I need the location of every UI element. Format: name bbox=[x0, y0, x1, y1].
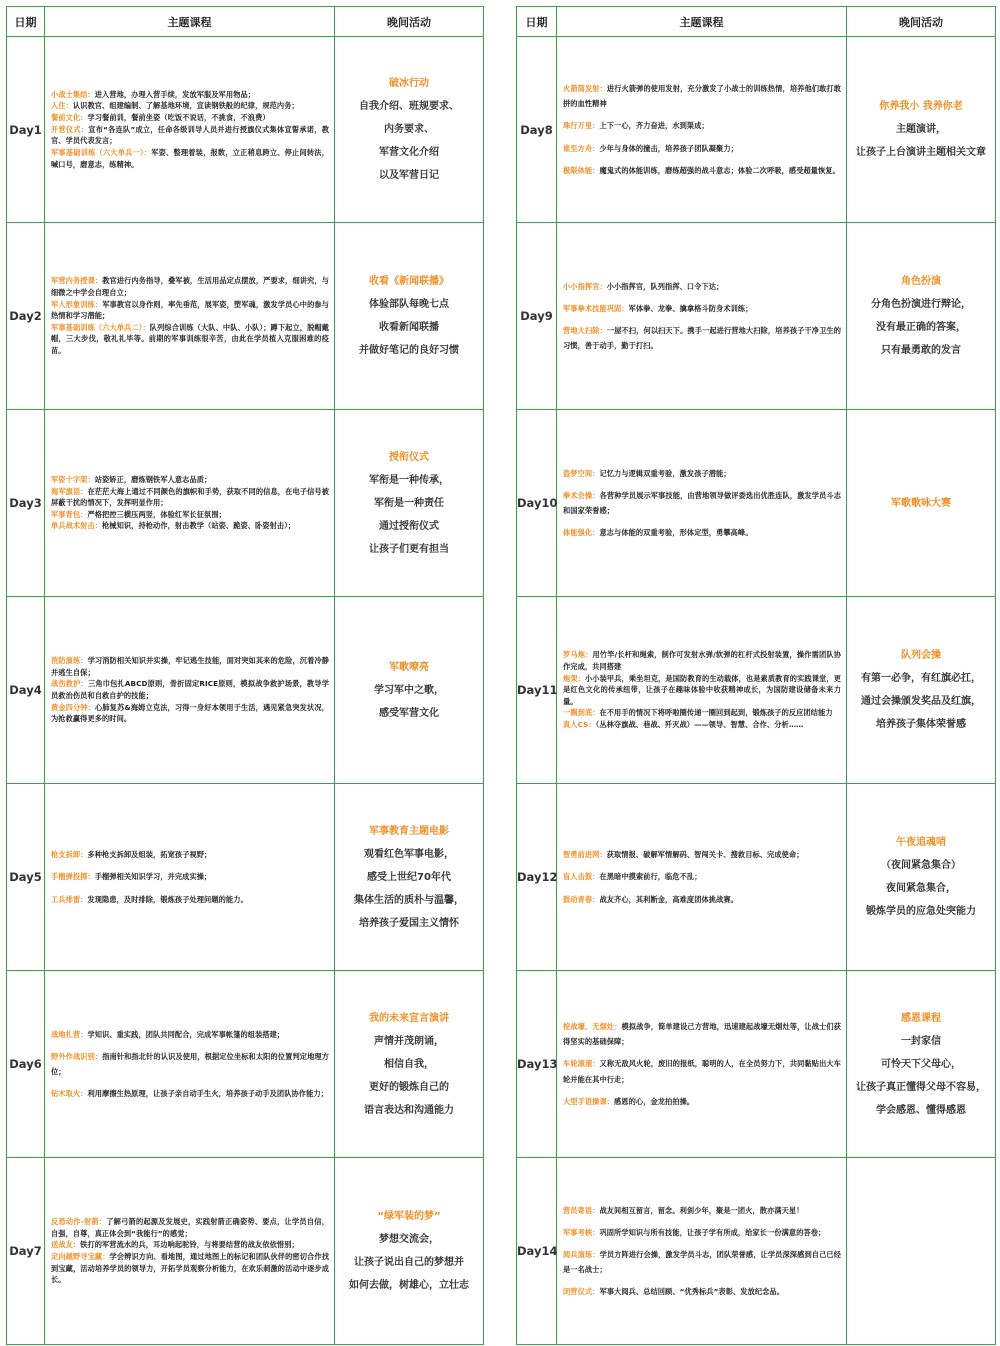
course-item-title: 鼓动青春： bbox=[563, 894, 600, 904]
course-item bbox=[563, 673, 841, 708]
course-item-title: 消防演练： bbox=[51, 656, 88, 666]
course-item-title: 海军旗语： bbox=[51, 486, 88, 496]
schedule-row bbox=[7, 971, 484, 1158]
course-item-title: 定向越野寻宝藏： bbox=[51, 1252, 110, 1261]
course-cell bbox=[557, 597, 847, 784]
course-item-desc: 记忆力与逻辑双重考验，激发孩子潜能； bbox=[599, 468, 731, 478]
course-item bbox=[563, 869, 841, 884]
activity-title: 队列会操 bbox=[901, 650, 941, 661]
course-item-title: 小小指挥官： bbox=[563, 281, 607, 291]
day-label: Day2 bbox=[7, 223, 45, 410]
day-label: Day14 bbox=[517, 1158, 557, 1345]
course-item bbox=[51, 1239, 329, 1251]
course-item-desc: 军事教官以身作则，率先垂范，展军姿，塑军魂，激发学员心中的参与热情和学习潜能； bbox=[51, 299, 329, 321]
course-item-title: 军营内务授课： bbox=[51, 276, 103, 286]
course-item-title: 送战友： bbox=[51, 1240, 81, 1250]
schedule-row bbox=[7, 784, 484, 971]
course-cell bbox=[45, 784, 335, 971]
course-item-title: 闭营仪式： bbox=[563, 1287, 600, 1297]
course-item-desc: 进入营地，办理入营手续，发放军服及军用物品； bbox=[94, 89, 256, 99]
activity-title: 破冰行动 bbox=[389, 78, 429, 89]
course-item-desc: 手榴弹相关知识学习，并完成实操； bbox=[94, 872, 212, 882]
course-item-title: 军事背包： bbox=[51, 509, 88, 519]
course-item-desc: 学知识、重实践，团队共同配合，完成军事帐篷的组装搭建； bbox=[87, 1029, 285, 1039]
course-item-desc: 教官进行内务指导，叠军被，生活用品定点摆放，严要求，细讲究，与细微之中学会自理自立； bbox=[51, 276, 329, 297]
activity-title: 角色扮演 bbox=[901, 276, 941, 287]
course-item-desc: 铁打的军营流水的兵，耳边响起驼铃，与将要结营的战友依依惜别； bbox=[80, 1240, 299, 1250]
course-item bbox=[51, 89, 329, 101]
course-item-desc: 严格把控三横压两竖，体验红军长征氛围； bbox=[87, 509, 226, 519]
activity-line: 观看红色军事电影， bbox=[364, 848, 454, 860]
course-item-title: 野外作战识别： bbox=[51, 1051, 103, 1061]
course-item-desc: 站姿矫正，磨炼钢铁军人意志品质； bbox=[94, 474, 212, 484]
activity-line: 通过授衔仪式 bbox=[379, 520, 439, 532]
course-item bbox=[563, 1225, 841, 1240]
course-item-title: 罗马炮： bbox=[563, 650, 593, 660]
activity-line: 更好的锻炼自己的 bbox=[369, 1081, 449, 1093]
course-item-title: 入住： bbox=[51, 101, 73, 111]
course-item-title: 军人形象训练： bbox=[51, 299, 103, 309]
course-item bbox=[563, 1094, 841, 1109]
course-item-desc: 学习餐前训，餐前坐姿（吃饭不说话，不挑食，不浪费） bbox=[87, 113, 270, 123]
schedule-row bbox=[517, 784, 996, 971]
course-item-desc: 指南针和指北针的认识及使用，根据定位坐标和太阳的位置判定地理方位； bbox=[51, 1051, 329, 1076]
course-item-title: 珠行万里： bbox=[563, 121, 600, 131]
course-item bbox=[563, 279, 841, 294]
course-item-title: 军事拳术技能巩固： bbox=[563, 303, 629, 313]
activity-line: 让孩子真正懂得父母不容易， bbox=[856, 1081, 986, 1093]
schedule-row bbox=[517, 410, 996, 597]
activity-line: 集体生活的质朴与温馨， bbox=[354, 894, 464, 906]
course-cell bbox=[557, 223, 847, 410]
schedule-row bbox=[517, 37, 996, 223]
course-item-title: 军姿十字架： bbox=[51, 474, 95, 484]
course-item bbox=[51, 100, 329, 112]
course-item-desc: 在黑暗中摸索前行，临危不乱； bbox=[599, 872, 702, 882]
day-label: Day12 bbox=[517, 784, 557, 971]
course-item-desc: 用竹竿/长杆和绳索，制作可发射水弹/软弹的杠杆式投射装置，操作需团队协作完成，共同搭建 bbox=[563, 650, 841, 671]
course-item bbox=[563, 141, 841, 156]
course-item-title: 营员寄语： bbox=[563, 1205, 600, 1215]
activity-line: 收看新闻联播 bbox=[379, 322, 439, 333]
schedule-table-left bbox=[6, 6, 484, 1345]
course-item-desc: 学会辨识方向、看地图，通过地图上的标记和团队伙伴的密切合作找到宝藏，活动培养学员的领导力，开拓学员观察分析能力，在欢乐刺激的活动中逐步成长。 bbox=[51, 1252, 329, 1285]
activity-line: 一封家信 bbox=[901, 1035, 941, 1047]
activity-cell bbox=[335, 223, 484, 410]
course-item bbox=[51, 869, 329, 884]
course-item-title: 战地扎营： bbox=[51, 1029, 88, 1039]
course-cell bbox=[45, 223, 335, 410]
header-course: 主题课程 bbox=[45, 7, 335, 37]
course-item bbox=[563, 1247, 841, 1277]
course-cell bbox=[557, 784, 847, 971]
course-item-desc: 利用摩擦生热原理，让孩子亲自动手生火，培养孩子动手及团队协作能力； bbox=[87, 1089, 328, 1099]
activity-cell bbox=[335, 410, 484, 597]
course-item-title: 反恐动作-射箭： bbox=[51, 1217, 107, 1227]
header-day: 日期 bbox=[517, 7, 557, 37]
course-item-title: 火箭筒发射： bbox=[563, 84, 607, 94]
course-item bbox=[51, 520, 329, 532]
activity-cell bbox=[335, 1158, 484, 1345]
course-item bbox=[563, 1056, 841, 1086]
activity-line: 主题演讲， bbox=[896, 124, 946, 135]
day-label: Day10 bbox=[517, 410, 557, 597]
course-item-desc: 了解弓箭的起源及发展史，实践射箭正确姿势、要点，让学员自信，自强，自尊，真正体会到“我能行”的感觉； bbox=[51, 1217, 329, 1238]
activity-line: 让孩子们更有担当 bbox=[369, 543, 449, 555]
course-item-desc: 队列综合训练（大队、中队、小队）；蹲下起立，脱帽戴帽，三大步伐，敬礼礼毕等。前期的军事训练很辛苦，由此在学员植入克服困难的疫苗。 bbox=[51, 322, 329, 356]
course-item-title: 战伤救护： bbox=[51, 679, 88, 689]
course-item-title: 手榴弹投掷： bbox=[51, 872, 95, 882]
course-item-desc: 枪械知识，持枪动作，射击教学（站姿、跪姿、卧姿射击）； bbox=[102, 521, 296, 531]
activity-line: 可怜天下父母心， bbox=[881, 1058, 961, 1070]
schedule-row bbox=[517, 597, 996, 784]
activity-line: 让孩子上台演讲主题相关文章 bbox=[856, 147, 986, 158]
course-item-title: 钻木取火： bbox=[51, 1089, 88, 1099]
course-item-desc: 模拟战争，简单建设己方营地，迅速建起战壕无烟灶等，让战士们获得坚实的基础保障； bbox=[563, 1022, 841, 1047]
course-item-desc: 学习消防相关知识并实操，牢记逃生技能，面对突如其来的危险，沉着冷静并逃生自保； bbox=[51, 656, 329, 677]
course-item-title: 炮架： bbox=[563, 673, 585, 683]
course-item-title: 黄金四分钟： bbox=[51, 702, 96, 712]
schedule-row bbox=[7, 597, 484, 784]
course-item-title: 军事考核： bbox=[563, 1227, 600, 1237]
course-item bbox=[563, 118, 841, 133]
course-item-desc: 少年与身体的撞击，培养孩子团队凝聚力； bbox=[599, 143, 738, 153]
activity-line: 体验部队每晚七点 bbox=[369, 299, 449, 310]
activity-cell bbox=[847, 410, 996, 597]
activity-line: 分角色扮演进行辩论， bbox=[871, 299, 971, 310]
course-item-desc: 宣布“各连队”成立，任命各级训导人员并进行授旗仪式集体宣誓承诺，教官、学员代表发言； bbox=[51, 124, 329, 146]
course-item-title: 盲人击鼓： bbox=[563, 872, 600, 882]
course-cell bbox=[45, 597, 335, 784]
course-item-title: 阅兵演练： bbox=[563, 1249, 600, 1259]
day-label: Day11 bbox=[517, 597, 557, 784]
course-item bbox=[51, 702, 329, 725]
activity-line: 并做好笔记的良好习惯 bbox=[359, 345, 459, 356]
course-item bbox=[563, 81, 841, 111]
activity-cell bbox=[847, 971, 996, 1158]
course-item bbox=[563, 1203, 841, 1218]
course-item-title: 工兵排雷： bbox=[51, 894, 88, 904]
course-item-desc: 感恩的心，金龙拍拍操。 bbox=[614, 1096, 695, 1106]
course-item-title: 拳术会操： bbox=[563, 490, 600, 500]
course-item bbox=[563, 466, 841, 481]
course-cell bbox=[45, 410, 335, 597]
schedule-row bbox=[7, 223, 484, 410]
activity-line: 通过会操颁发奖品及红旗， bbox=[861, 696, 981, 707]
course-item-desc: 心肺复苏&海姆立克法，习得一身好本领用于生活，遇见紧急突发状况，为抢救赢得更多的时间。 bbox=[51, 702, 329, 724]
activity-line: 没有最正确的答案， bbox=[876, 322, 966, 333]
activity-cell bbox=[847, 784, 996, 971]
course-item-title: 军事基础训练（六大单兵二）： bbox=[51, 322, 150, 332]
course-item-desc: 认识教官、组建编制、了解基地环境，宣读钢铁般的纪律，规范内务； bbox=[72, 101, 299, 111]
course-item bbox=[51, 847, 329, 862]
course-item-desc: 小小装甲兵，乘坐坦克，是国防教育的生动载体，也是素质教育的实践课堂，更是红色文化的传承纽带，让孩子在趣味体验中收获精神成长，为国防建设储备未来力量。 bbox=[563, 673, 841, 706]
activity-line: 声情并茂朗诵， bbox=[374, 1035, 444, 1047]
course-item-desc: 军体拳、龙拳、擒拿格斗防身术训练； bbox=[628, 303, 753, 313]
activity-line: 感受上世纪70年代 bbox=[367, 871, 451, 883]
schedule-row bbox=[517, 223, 996, 410]
schedule-row bbox=[7, 410, 484, 597]
activity-title: 军歌歌咏大赛 bbox=[891, 497, 951, 509]
course-cell bbox=[45, 971, 335, 1158]
course-item bbox=[563, 707, 841, 719]
course-item-desc: 多种枪支拆卸及组装，拓宽孩子视野； bbox=[87, 850, 212, 860]
schedule-row bbox=[517, 1158, 996, 1345]
day-label: Day8 bbox=[517, 37, 557, 223]
course-item bbox=[51, 1027, 329, 1042]
course-item-desc: 魔鬼式的体能训练，磨练超强的战斗意志；体验二次呼吸，感受超量恢复。 bbox=[599, 165, 840, 175]
course-item-title: 枪支拆卸： bbox=[51, 850, 88, 860]
schedule-table-right bbox=[516, 6, 996, 1345]
day-label: Day9 bbox=[517, 223, 557, 410]
course-item-title: 开营仪式： bbox=[51, 124, 89, 134]
course-item bbox=[51, 124, 329, 147]
activity-title: 授衔仪式 bbox=[389, 451, 429, 463]
course-item bbox=[51, 1086, 329, 1101]
course-item-desc: 发现隐患，及时排除，锻炼孩子处理问题的能力。 bbox=[87, 894, 248, 904]
course-item-title: 营地大扫除： bbox=[563, 326, 607, 335]
course-item-title: 大型手语操课： bbox=[563, 1096, 615, 1106]
activity-cell bbox=[847, 223, 996, 410]
activity-cell bbox=[335, 784, 484, 971]
course-item bbox=[51, 1216, 329, 1239]
activity-line: 锻炼学员的应急处突能力 bbox=[866, 906, 976, 917]
course-item-desc: 在不用手的情况下将呼啦圈传递一圈回到起到，锻炼孩子的反应团结能力 bbox=[599, 708, 833, 718]
course-item-title: 小战士集结： bbox=[51, 89, 95, 99]
course-item-desc: 军姿、整理着装，报数，立正稍息跨立、停止间转法，喊口号，磨意志，练精神。 bbox=[51, 147, 329, 169]
course-item bbox=[51, 678, 329, 701]
course-item bbox=[563, 847, 841, 862]
course-item-title: 挖战壕、无烟灶： bbox=[563, 1022, 622, 1032]
course-item-title: 一圈到底： bbox=[563, 708, 600, 718]
activity-line: 军衔是一种传承， bbox=[369, 474, 449, 486]
course-item-desc: （丛林夺旗战、巷战、歼灭战）——领导、智慧、合作、分析…… bbox=[595, 720, 804, 730]
activity-line: 相信自我， bbox=[384, 1058, 434, 1070]
course-cell bbox=[45, 37, 335, 223]
activity-title: 收看《新闻联播》 bbox=[369, 276, 449, 287]
course-item bbox=[51, 892, 329, 907]
course-item bbox=[51, 486, 329, 509]
activity-title: 你养我小 我养你老 bbox=[879, 101, 963, 112]
course-item-desc: 巩固所学知识与所有技能，让孩子学有所成，给家长一份满意的答卷； bbox=[599, 1227, 826, 1237]
header-course: 主题课程 bbox=[557, 7, 847, 37]
activity-line: 培养孩子爱国主义情怀 bbox=[359, 917, 459, 929]
activity-line: 让孩子说出自己的梦想并 bbox=[354, 1257, 464, 1268]
course-item-desc: 获取情报、破解军情解码、智闯关卡、搜救目标、完成使命； bbox=[606, 850, 804, 860]
course-item-desc: 小小指挥官，队列指挥、口令下达； bbox=[606, 281, 724, 291]
day-label: Day7 bbox=[7, 1158, 45, 1345]
activity-line: 以及军营日记 bbox=[379, 170, 439, 181]
course-item-title: 军事基础训练（六大单兵一）： bbox=[51, 147, 152, 157]
activity-line: 培养孩子集体荣誉感 bbox=[876, 719, 966, 730]
course-item-desc: 又称无敌风火轮，废旧的报纸，聪明的人，在全员努力下，共同黏贴出大车轮并能在其中行走； bbox=[563, 1059, 841, 1084]
course-item-desc: 各营种学员展示军事技能，由营地领导做评委选出优胜连队，激发学员斗志和国家荣誉感； bbox=[563, 490, 841, 515]
course-item-title: 盗梦空间： bbox=[563, 468, 600, 478]
table-header-row bbox=[517, 7, 996, 37]
course-cell bbox=[557, 971, 847, 1158]
activity-title: 午夜追魂哨 bbox=[896, 837, 946, 848]
course-item bbox=[563, 301, 841, 316]
day-label: Day4 bbox=[7, 597, 45, 784]
course-item-title: 智勇前进网： bbox=[563, 850, 607, 860]
day-label: Day1 bbox=[7, 37, 45, 223]
course-item bbox=[51, 1251, 329, 1286]
course-item bbox=[51, 112, 329, 124]
course-item-desc: 战友齐心，其利断金，高难度团体挑战赛。 bbox=[599, 894, 738, 904]
course-item bbox=[51, 655, 329, 678]
course-item bbox=[51, 1049, 329, 1079]
course-item bbox=[51, 474, 329, 486]
activity-line: 只有最勇敢的发言 bbox=[881, 345, 961, 356]
course-cell bbox=[557, 1158, 847, 1345]
course-item bbox=[51, 299, 329, 322]
course-item bbox=[563, 163, 841, 178]
course-item bbox=[563, 719, 841, 731]
activity-line: 学会感恩、懂得感恩 bbox=[876, 1104, 966, 1116]
activity-title: 军歌嘹亮 bbox=[389, 661, 429, 673]
course-item bbox=[51, 509, 329, 521]
course-item-desc: 战友间相互留言，留念。利剑少年，聚是一团火，散亦满天星！ bbox=[599, 1205, 804, 1215]
header-day: 日期 bbox=[7, 7, 45, 37]
course-item-title: 谁至方舟： bbox=[563, 143, 600, 153]
activity-line: 自我介绍、班规要求、 bbox=[359, 101, 459, 112]
course-item-desc: 三角巾包扎ABCD原则，骨折固定RICE原则，模拟战争救护场景，教导学员救治伤员和自救自护的技能； bbox=[51, 679, 329, 700]
course-item-desc: 进行火箭弹的使用发射，充分激发了小战士的训练热情，培养他们敢打敢拼的血性精神 bbox=[563, 84, 841, 109]
activity-title: “绿军装的梦” bbox=[377, 1211, 441, 1222]
course-item-desc: 意志与体能的双重考验，形体定型，勇攀高峰。 bbox=[599, 528, 753, 538]
activity-line: 梦想交流会， bbox=[379, 1234, 439, 1245]
activity-line: （夜间紧急集合） bbox=[881, 860, 961, 871]
activity-line: 军营文化介绍 bbox=[379, 147, 439, 158]
course-item bbox=[51, 147, 329, 170]
course-item-desc: 一屋不扫，何以扫天下。携手一起进行营地大扫除，培养孩子干净卫生的习惯，善于动手，勤于打扫。 bbox=[563, 326, 841, 351]
course-item-desc: 军事大阅兵、总结回顾、“优秀标兵”表彰、发放纪念品。 bbox=[599, 1287, 785, 1297]
table-header-row bbox=[7, 7, 484, 37]
activity-title: 军事教育主题电影 bbox=[369, 825, 449, 837]
activity-cell bbox=[335, 597, 484, 784]
activity-line: 内务要求、 bbox=[384, 124, 434, 135]
activity-title: 我的未来宣言演讲 bbox=[369, 1012, 449, 1024]
course-cell bbox=[45, 1158, 335, 1345]
activity-line: 感受军营文化 bbox=[379, 707, 439, 719]
course-item-title: 体能强化： bbox=[563, 528, 600, 538]
course-item-title: 单兵战术射击： bbox=[51, 521, 103, 531]
schedule-row bbox=[7, 37, 484, 223]
activity-line: 学习军中之歌， bbox=[374, 684, 444, 696]
course-cell bbox=[557, 410, 847, 597]
course-item-title: 真人CS： bbox=[563, 720, 596, 730]
activity-cell bbox=[847, 37, 996, 223]
schedule-row bbox=[7, 1158, 484, 1345]
activity-cell bbox=[847, 597, 996, 784]
activity-cell bbox=[847, 1158, 996, 1345]
course-item-desc: 上下一心，齐力奋进，水到渠成； bbox=[599, 121, 709, 131]
activity-line: 语言表达和沟通能力 bbox=[364, 1104, 454, 1116]
activity-cell bbox=[335, 37, 484, 223]
course-item-title: 车轮滚滚： bbox=[563, 1059, 600, 1069]
course-item bbox=[51, 322, 329, 357]
course-cell bbox=[557, 37, 847, 223]
course-item bbox=[51, 275, 329, 298]
course-item bbox=[563, 892, 841, 907]
activity-cell bbox=[335, 971, 484, 1158]
course-item-desc: 在茫茫大海上通过不同颜色的旗帜和手势，获取不同的信息，在电子信号被屏蔽干扰的情况下，发挥明显作用； bbox=[51, 486, 329, 508]
course-item bbox=[563, 649, 841, 672]
course-item bbox=[563, 525, 841, 540]
course-item-title: 餐前文化： bbox=[51, 113, 88, 123]
day-label: Day5 bbox=[7, 784, 45, 971]
day-label: Day13 bbox=[517, 971, 557, 1158]
activity-line: 如何去做，树雄心，立壮志 bbox=[349, 1280, 469, 1291]
course-item-desc: 学员方阵进行会操，激发学员斗志，团队荣誉感，让学员深深感到自己已经是一名战士； bbox=[563, 1249, 841, 1275]
course-item bbox=[563, 1284, 841, 1299]
schedule-row bbox=[517, 971, 996, 1158]
course-item bbox=[563, 323, 841, 353]
activity-line: 军衔是一种责任 bbox=[374, 497, 444, 509]
day-label: Day6 bbox=[7, 971, 45, 1158]
course-item-title: 极限体能： bbox=[563, 165, 600, 175]
day-label: Day3 bbox=[7, 410, 45, 597]
header-activity: 晚间活动 bbox=[847, 7, 996, 37]
header-activity: 晚间活动 bbox=[335, 7, 484, 37]
course-item bbox=[563, 488, 841, 518]
activity-line: 夜间紧急集合， bbox=[886, 883, 956, 894]
activity-title: 感恩课程 bbox=[901, 1012, 941, 1024]
course-item bbox=[563, 1019, 841, 1049]
activity-line: 有第一必争，有红旗必扛， bbox=[861, 673, 981, 684]
